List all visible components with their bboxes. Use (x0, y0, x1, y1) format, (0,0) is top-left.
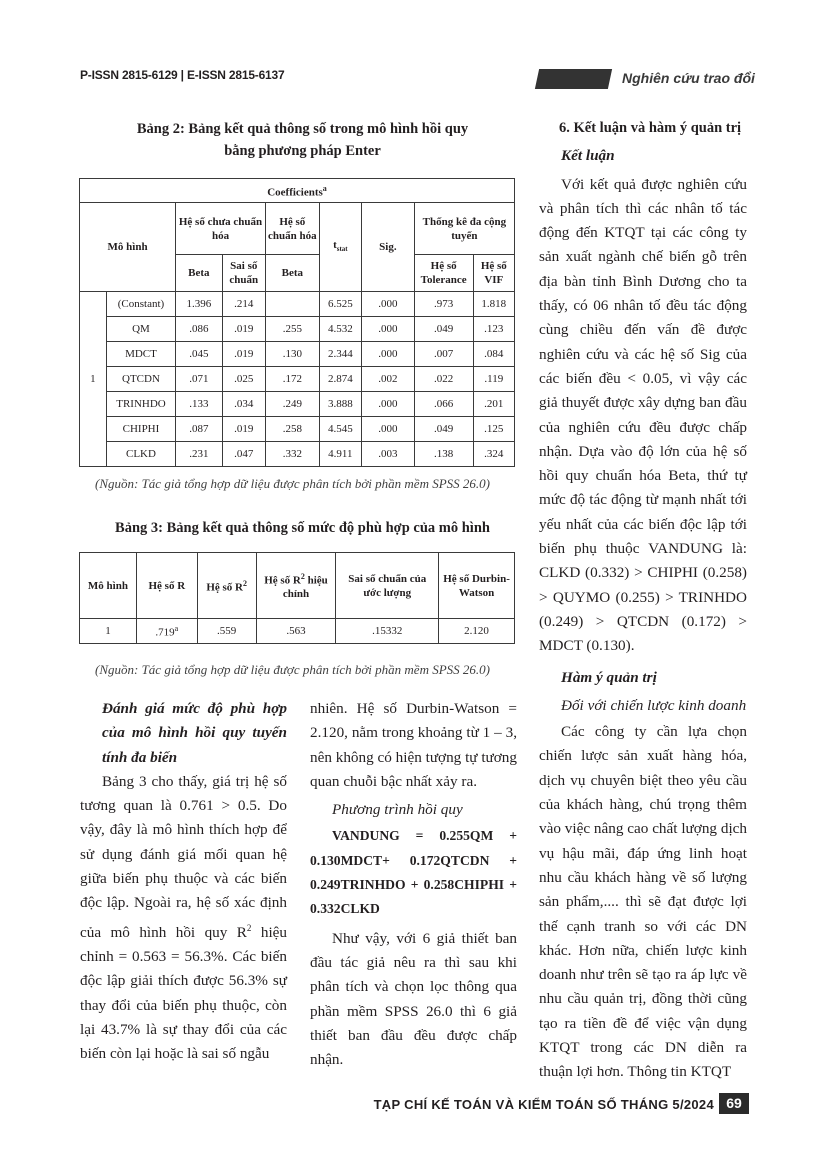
journal-footer: TẠP CHÍ KẾ TOÁN VÀ KIỂM TOÁN SỐ THÁNG 5/2024 (373, 1097, 714, 1112)
col-header-beta: Beta (176, 255, 222, 292)
cell-t: 6.525 (319, 292, 361, 317)
table3-title: Bảng 3: Bảng kết quả thông số mức độ phù hợp của mô hình (115, 520, 490, 536)
cell-tol: .973 (414, 292, 473, 317)
fit-subheading: Đánh giá mức độ phù hợp của mô hình hồi quy tuyến tính đa biến (102, 700, 287, 766)
cell-t: 3.888 (319, 392, 361, 417)
col-header-se: Sai số chuẩn (222, 255, 265, 292)
cell-t: 4.532 (319, 317, 361, 342)
cell-std: .130 (265, 342, 319, 367)
cell-durbin-watson: 2.120 (439, 619, 515, 644)
cell-t: 4.545 (319, 417, 361, 442)
cell-t: 4.911 (319, 442, 361, 467)
cell-vif: .125 (473, 417, 514, 442)
row-name: MDCT (106, 342, 175, 367)
section-tag: Nghiên cứu trao đổi (622, 70, 755, 86)
strategy-heading: Đối với chiến lược kinh doanh (561, 696, 747, 714)
cell-r2: .559 (197, 619, 256, 644)
cell-beta: .071 (176, 367, 222, 392)
table2-title (80, 118, 525, 162)
col-header-model: Mô hình (80, 553, 137, 619)
table2-title-line1: Bảng 2: Bảng kết quả thông số trong mô hình hồi quy (136, 121, 469, 137)
col-header-sig: Sig. (362, 203, 415, 292)
cell-vif: 1.818 (473, 292, 514, 317)
cell-beta: .087 (176, 417, 222, 442)
cell-std: .172 (265, 367, 319, 392)
fit-paragraph: Bảng 3 cho thấy, giá trị hệ số tương quan là 0.761 > 0.5. Do vậy, đây là mô hình thích hợp để sử dụng đánh giá mối quan hệ giữa biến phụ thuộc và các biến độc lập. Ngoài ra, hệ số xác định của mô hình hồi quy $R^2$ hiệu chỉnh = 0.563 = 56.3%. Các biến độc lập giải thích được 56.3% sự thay đổi của biến phụ thuộc, còn lại 43.7% là sự thay đổi của các biến còn lại hoặc là sai số ngẫu (80, 772, 287, 1063)
cell-se: .047 (222, 442, 265, 467)
page-number: 69 (719, 1093, 749, 1114)
middle-column (310, 697, 517, 1072)
col-header-tstat: $t_{stat}$ (319, 203, 361, 292)
col-header-unstd: Hệ số chưa chuẩn hóa (176, 203, 266, 255)
cell-sig: .003 (362, 442, 415, 467)
header-bar (535, 69, 612, 89)
col-header-std-error: Sai số chuẩn của ước lượng (336, 553, 439, 619)
table2-source: (Nguồn: Tác giả tổng hợp dữ liệu được phân tích bởi phần mềm SPSS 26.0) (95, 476, 490, 491)
table2-title-line2: bằng phương pháp Enter (224, 143, 381, 159)
cell-std-error: .15332 (336, 619, 439, 644)
cell-tol: .022 (414, 367, 473, 392)
cell-std: .249 (265, 392, 319, 417)
cell-std: .255 (265, 317, 319, 342)
cell-tol: .007 (414, 342, 473, 367)
equation-heading: Phương trình hồi quy (332, 801, 463, 819)
durbin-paragraph: nhiên. Hệ số Durbin-Watson = 2.120, nằm trong khoảng từ 1 – 3, nên không có hiện tượng tự tương quan chuỗi bậc nhất xảy ra. (310, 700, 517, 790)
col-header-r: Hệ số R (136, 553, 197, 619)
model-number: 1 (80, 292, 107, 467)
cell-tol: .138 (414, 442, 473, 467)
cell-beta: .133 (176, 392, 222, 417)
cell-beta: .045 (176, 342, 222, 367)
col-header-collinearity: Thống kê đa cộng tuyến (414, 203, 514, 255)
row-name: CHIPHI (106, 417, 175, 442)
cell-se: .019 (222, 317, 265, 342)
cell-sig: .000 (362, 392, 415, 417)
cell-vif: .123 (473, 317, 514, 342)
cell-model: 1 (80, 619, 137, 644)
cell-se: .019 (222, 417, 265, 442)
cell-beta: 1.396 (176, 292, 222, 317)
cell-se: .214 (222, 292, 265, 317)
cell-vif: .084 (473, 342, 514, 367)
col-header-std: Hệ số chuẩn hóa (265, 203, 319, 255)
cell-se: .034 (222, 392, 265, 417)
cell-vif: .324 (473, 442, 514, 467)
right-column (539, 116, 747, 1085)
row-name: (Constant) (106, 292, 175, 317)
cell-beta: .231 (176, 442, 222, 467)
col-header-beta-std: Beta (265, 255, 319, 292)
cell-se: .019 (222, 342, 265, 367)
cell-std: .258 (265, 417, 319, 442)
col-header-tolerance: Hệ số Tolerance (414, 255, 473, 292)
cell-tol: .049 (414, 417, 473, 442)
left-column (80, 697, 287, 1067)
coefficients-caption: Coefficients$^a$ (80, 179, 515, 203)
cell-t: 2.874 (319, 367, 361, 392)
regression-equation: VANDUNG = 0.255QM + 0.130MDCT+ 0.172QTCDN + 0.249TRINHDO + 0.258CHIPHI + 0.332CLKD (310, 828, 517, 917)
col-header-r2: Hệ số $R^2$ (197, 553, 256, 619)
model-summary-table (79, 552, 515, 644)
cell-r: .719$^a$ (136, 619, 197, 644)
row-name: TRINHDO (106, 392, 175, 417)
issn-line: P-ISSN 2815-6129 | E-ISSN 2815-6137 (80, 68, 285, 82)
conclusion-heading: Kết luận (561, 147, 615, 165)
cell-adj-r2: .563 (256, 619, 336, 644)
hypothesis-paragraph: Như vậy, với 6 giả thiết ban đầu tác giả nêu ra thì sau khi phân tích và chọn lọc thông qua phần mềm SPSS 26.0 thì 6 giả thiết ban đầu đều được chấp nhận. (310, 929, 517, 1069)
col-header-vif: Hệ số VIF (473, 255, 514, 292)
strategy-paragraph: Các công ty cần lựa chọn chiến lược sản xuất hàng hóa, dịch vụ chuyên biệt theo yêu cầu của khách hàng, chú trọng thêm vào việc nâng cao chất lượng dịch vụ hậu mãi, đáp ứng linh hoạt nhu cầu khách hàng về số lượng sản phẩm,.... thì sẽ đạt được lợi thế cạnh tranh so với các DN khác. Hơn nữa, chiến lược kinh doanh như trên sẽ tạo ra áp lực về nhu cầu quản trị, đồng thời cũng tạo ra tiền đề để việc vận dụng KTQT trong các DN diễn ra thuận lợi hơn. Thông tin KTQT (539, 723, 747, 1081)
col-header-durbin-watson: Hệ số Durbin-Watson (439, 553, 515, 619)
table3-source: (Nguồn: Tác giả tổng hợp dữ liệu được phân tích bởi phần mềm SPSS 26.0) (95, 662, 490, 677)
row-name: QTCDN (106, 367, 175, 392)
cell-se: .025 (222, 367, 265, 392)
col-header-model: Mô hình (80, 203, 176, 292)
cell-sig: .002 (362, 367, 415, 392)
conclusion-paragraph: Với kết quả được nghiên cứu và phân tích thì các nhân tố tác động đến KTQT tại các công ty sản xuất ngành chế biến gỗ trên địa bàn tỉnh Bình Dương cho ta thấy, có 06 nhân tố đều tác động cùng chiều đến vấn đề được nghiên cứu và các hệ số Sig của các biến đều < 0.05, vì vậy các giả thuyết được xây dựng ban đầu của nghiên cứu đều được chấp nhận. Dựa vào độ lớn của hệ số hồi quy chuẩn hóa Beta, thứ tự mức độ tác động từ mạnh nhất tới yếu nhất của các biến độc lập tới biến phụ thuộc VANDUNG là: CLKD (0.332) > CHIPHI (0.258) > QUYMO (0.255) > TRINHDO (0.249) > QTCDN (0.172) > MDCT (0.130). (539, 175, 747, 655)
cell-t: 2.344 (319, 342, 361, 367)
cell-beta: .086 (176, 317, 222, 342)
cell-tol: .066 (414, 392, 473, 417)
cell-vif: .201 (473, 392, 514, 417)
implication-heading: Hàm ý quản trị (561, 668, 657, 686)
row-name: CLKD (106, 442, 175, 467)
row-name: QM (106, 317, 175, 342)
coefficients-table (79, 178, 515, 467)
cell-tol: .049 (414, 317, 473, 342)
cell-sig: .000 (362, 342, 415, 367)
col-header-adj-r2: Hệ số $R^2$ hiệu chỉnh (256, 553, 336, 619)
cell-sig: .000 (362, 292, 415, 317)
cell-sig: .000 (362, 317, 415, 342)
section6-title: 6. Kết luận và hàm ý quản trị (559, 120, 742, 136)
cell-sig: .000 (362, 417, 415, 442)
cell-vif: .119 (473, 367, 514, 392)
cell-std: .332 (265, 442, 319, 467)
cell-std (265, 292, 319, 317)
